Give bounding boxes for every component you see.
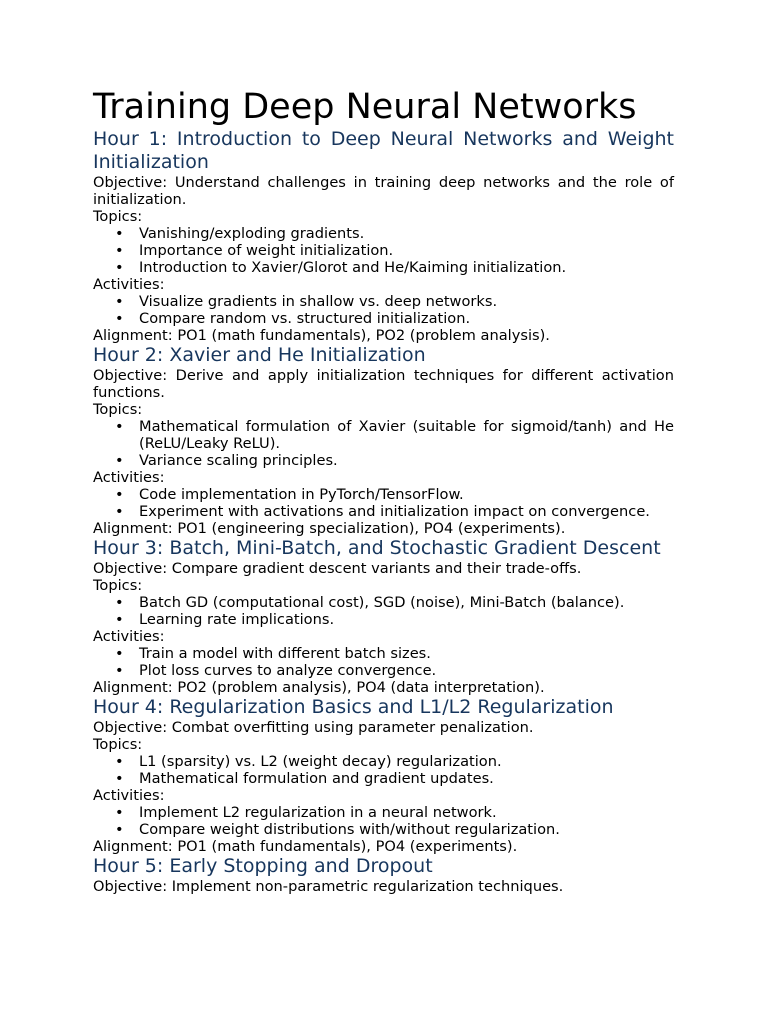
- activities-list: [93, 486, 674, 520]
- objective-text: Objective: Compare gradient descent variants and their trade-offs.: [93, 560, 582, 577]
- activities-list: [93, 293, 674, 327]
- section-hour-1: [93, 128, 674, 344]
- section-hour-2: [93, 344, 674, 537]
- document-title: Training Deep Neural Networks: [93, 87, 637, 127]
- bullet-icon: •: [115, 503, 124, 520]
- list-item-text: Variance scaling principles.: [139, 452, 338, 469]
- bullet-icon: •: [115, 804, 124, 821]
- list-item: [93, 452, 674, 469]
- bullet-icon: •: [115, 594, 124, 611]
- activities-label: Activities:: [93, 787, 165, 804]
- list-item-text: Vanishing/exploding gradients.: [139, 225, 365, 242]
- activities-label: Activities:: [93, 469, 165, 486]
- alignment-text: Alignment: PO1 (engineering specialization), PO4 (experiments).: [93, 520, 566, 537]
- activities-label: Activities:: [93, 628, 165, 645]
- section-hour-3: [93, 537, 674, 696]
- list-item-text: Mathematical formulation and gradient updates.: [139, 770, 494, 787]
- list-item: [93, 310, 674, 327]
- topics-label: Topics:: [93, 401, 143, 418]
- list-item: [93, 259, 674, 276]
- list-item-text: Compare weight distributions with/without regularization.: [139, 821, 560, 838]
- list-item-text: Implement L2 regularization in a neural network.: [139, 804, 497, 821]
- bullet-icon: •: [115, 770, 124, 787]
- list-item: [93, 821, 674, 838]
- objective-text: Objective: Derive and apply initialization techniques for different activation functions.: [93, 367, 674, 401]
- list-item: [93, 804, 674, 821]
- list-item-text: Mathematical formulation of Xavier (suitable for sigmoid/tanh) and He (ReLU/Leaky ReLU).: [139, 418, 674, 452]
- list-item: [93, 418, 674, 452]
- list-item: [93, 645, 674, 662]
- list-item-text: Batch GD (computational cost), SGD (noise), Mini-Batch (balance).: [139, 594, 625, 611]
- section-heading: Hour 5: Early Stopping and Dropout: [93, 855, 433, 877]
- list-item: [93, 662, 674, 679]
- section-hour-4: [93, 696, 674, 855]
- list-item-text: Visualize gradients in shallow vs. deep networks.: [139, 293, 498, 310]
- topics-label: Topics:: [93, 208, 143, 225]
- section-heading: Hour 3: Batch, Mini-Batch, and Stochastic Gradient Descent: [93, 537, 661, 559]
- bullet-icon: •: [115, 310, 124, 327]
- bullet-icon: •: [115, 418, 124, 435]
- topics-label: Topics:: [93, 577, 143, 594]
- section-heading: Hour 1: Introduction to Deep Neural Networks and Weight Initialization: [93, 128, 674, 173]
- list-item-text: Compare random vs. structured initialization.: [139, 310, 471, 327]
- list-item-text: Introduction to Xavier/Glorot and He/Kaiming initialization.: [139, 259, 567, 276]
- list-item: [93, 594, 674, 611]
- bullet-icon: •: [115, 242, 124, 259]
- bullet-icon: •: [115, 486, 124, 503]
- list-item-text: Learning rate implications.: [139, 611, 335, 628]
- bullet-icon: •: [115, 821, 124, 838]
- objective-text: Objective: Understand challenges in training deep networks and the role of initialization.: [93, 174, 674, 208]
- activities-list: [93, 804, 674, 838]
- list-item: [93, 611, 674, 628]
- list-item: [93, 242, 674, 259]
- list-item-text: Experiment with activations and initialization impact on convergence.: [139, 503, 650, 520]
- bullet-icon: •: [115, 611, 124, 628]
- topics-list: [93, 594, 674, 628]
- document-page: [93, 86, 674, 895]
- list-item-text: L1 (sparsity) vs. L2 (weight decay) regularization.: [139, 753, 502, 770]
- bullet-icon: •: [115, 753, 124, 770]
- section-heading: Hour 4: Regularization Basics and L1/L2 Regularization: [93, 696, 614, 718]
- list-item: [93, 486, 674, 503]
- bullet-icon: •: [115, 645, 124, 662]
- objective-text: Objective: Combat overfitting using parameter penalization.: [93, 719, 534, 736]
- list-item: [93, 503, 674, 520]
- section-hour-5: [93, 855, 674, 895]
- alignment-text: Alignment: PO2 (problem analysis), PO4 (data interpretation).: [93, 679, 545, 696]
- list-item-text: Train a model with different batch sizes.: [139, 645, 431, 662]
- bullet-icon: •: [115, 259, 124, 276]
- alignment-text: Alignment: PO1 (math fundamentals), PO4 (experiments).: [93, 838, 518, 855]
- list-item-text: Importance of weight initialization.: [139, 242, 394, 259]
- list-item: [93, 225, 674, 242]
- topics-label: Topics:: [93, 736, 143, 753]
- topics-list: [93, 225, 674, 276]
- list-item: [93, 753, 674, 770]
- objective-text: Objective: Implement non-parametric regularization techniques.: [93, 878, 564, 895]
- list-item-text: Plot loss curves to analyze convergence.: [139, 662, 437, 679]
- bullet-icon: •: [115, 293, 124, 310]
- activities-label: Activities:: [93, 276, 165, 293]
- activities-list: [93, 645, 674, 679]
- bullet-icon: •: [115, 225, 124, 242]
- list-item: [93, 770, 674, 787]
- bullet-icon: •: [115, 452, 124, 469]
- bullet-icon: •: [115, 662, 124, 679]
- list-item: [93, 293, 674, 310]
- alignment-text: Alignment: PO1 (math fundamentals), PO2 (problem analysis).: [93, 327, 550, 344]
- section-heading: Hour 2: Xavier and He Initialization: [93, 344, 426, 366]
- topics-list: [93, 753, 674, 787]
- topics-list: [93, 418, 674, 469]
- list-item-text: Code implementation in PyTorch/TensorFlow.: [139, 486, 464, 503]
